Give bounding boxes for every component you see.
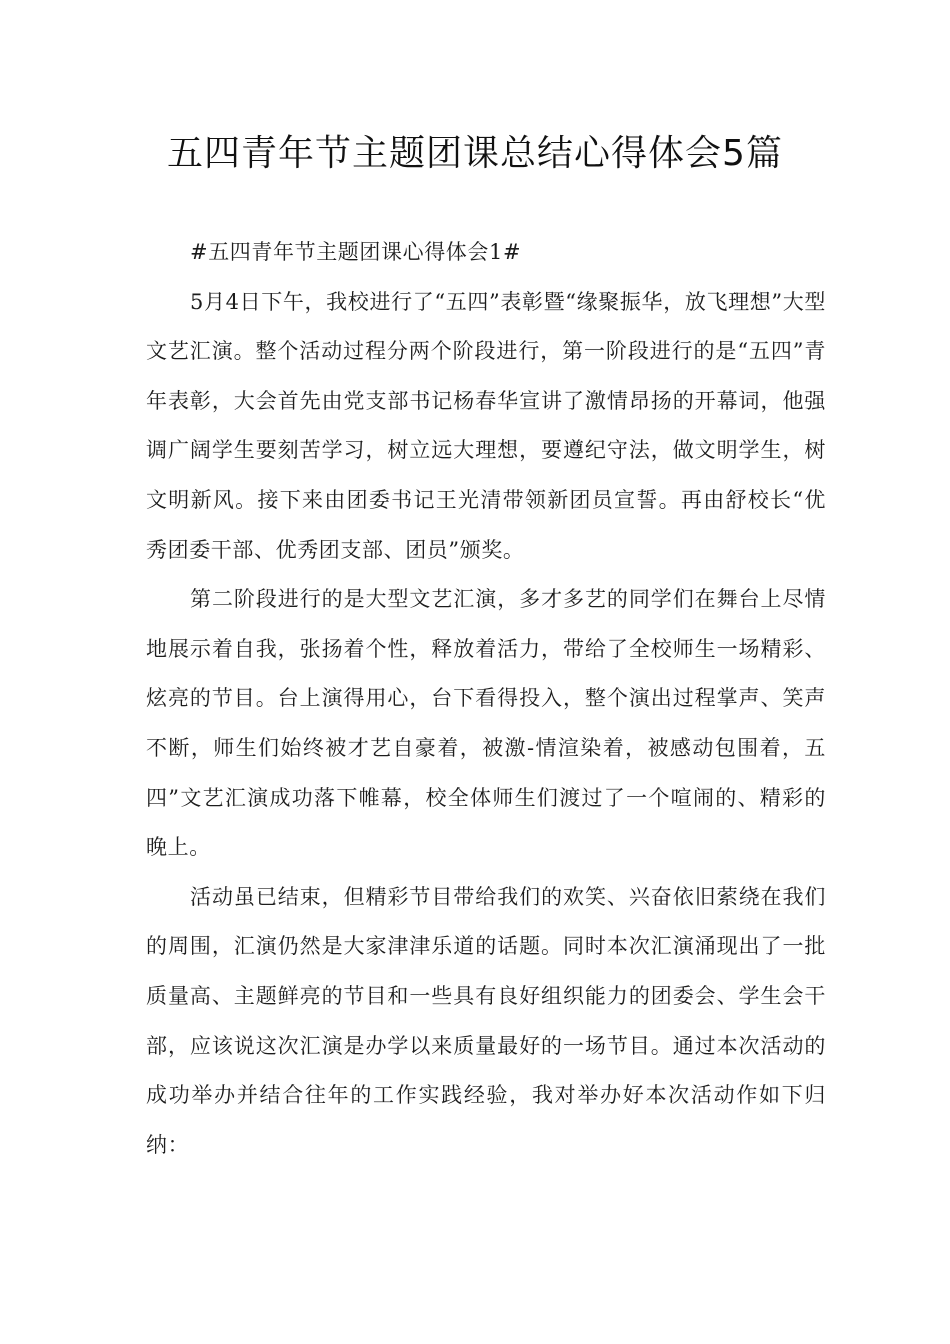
document-body bbox=[146, 228, 826, 1170]
document-title: 五四青年节主题团课总结心得体会5篇 bbox=[167, 133, 783, 174]
paragraph-3: 活动虽已结束，但精彩节目带给我们的欢笑、兴奋依旧萦绕在我们的周围，汇演仍然是大家津津乐道的话题。同时本次汇演涌现出了一批质量高、主题鲜亮的节目和一些具有良好组织能力的团委会、学生会干部，应该说这次汇演是办学以来质量最好的一场节目。通过本次活动的成功举办并结合往年的工作实践经验，我对举办好本次活动作如下归纳： bbox=[146, 884, 826, 1157]
paragraph-1: 5月4日下午，我校进行了“五四”表彰暨“缘聚振华，放飞理想”大型文艺汇演。整个活动过程分两个阶段进行，第一阶段进行的是“五四”青年表彰，大会首先由党支部书记杨春华宣讲了激情昂扬的开幕词，他强调广阔学生要刻苦学习，树立远大理想，要遵纪守法，做文明学生，树文明新风。接下来由团委书记王光清带领新团员宣誓。再由舒校长“优秀团委干部、优秀团支部、团员”颁奖。 bbox=[146, 289, 826, 562]
paragraph-2: 第二阶段进行的是大型文艺汇演，多才多艺的同学们在舞台上尽情地展示着自我，张扬着个性，释放着活力，带给了全校师生一场精彩、炫亮的节目。台上演得用心，台下看得投入，整个演出过程掌声、笑声不断，师生们始终被才艺自豪着，被激-情渲染着，被感动包围着，五四”文艺汇演成功落下帷幕，校全体师生们渡过了一个喧闹的、精彩的晚上。 bbox=[146, 587, 826, 860]
section-heading: #五四青年节主题团课心得体会1# bbox=[190, 240, 522, 264]
